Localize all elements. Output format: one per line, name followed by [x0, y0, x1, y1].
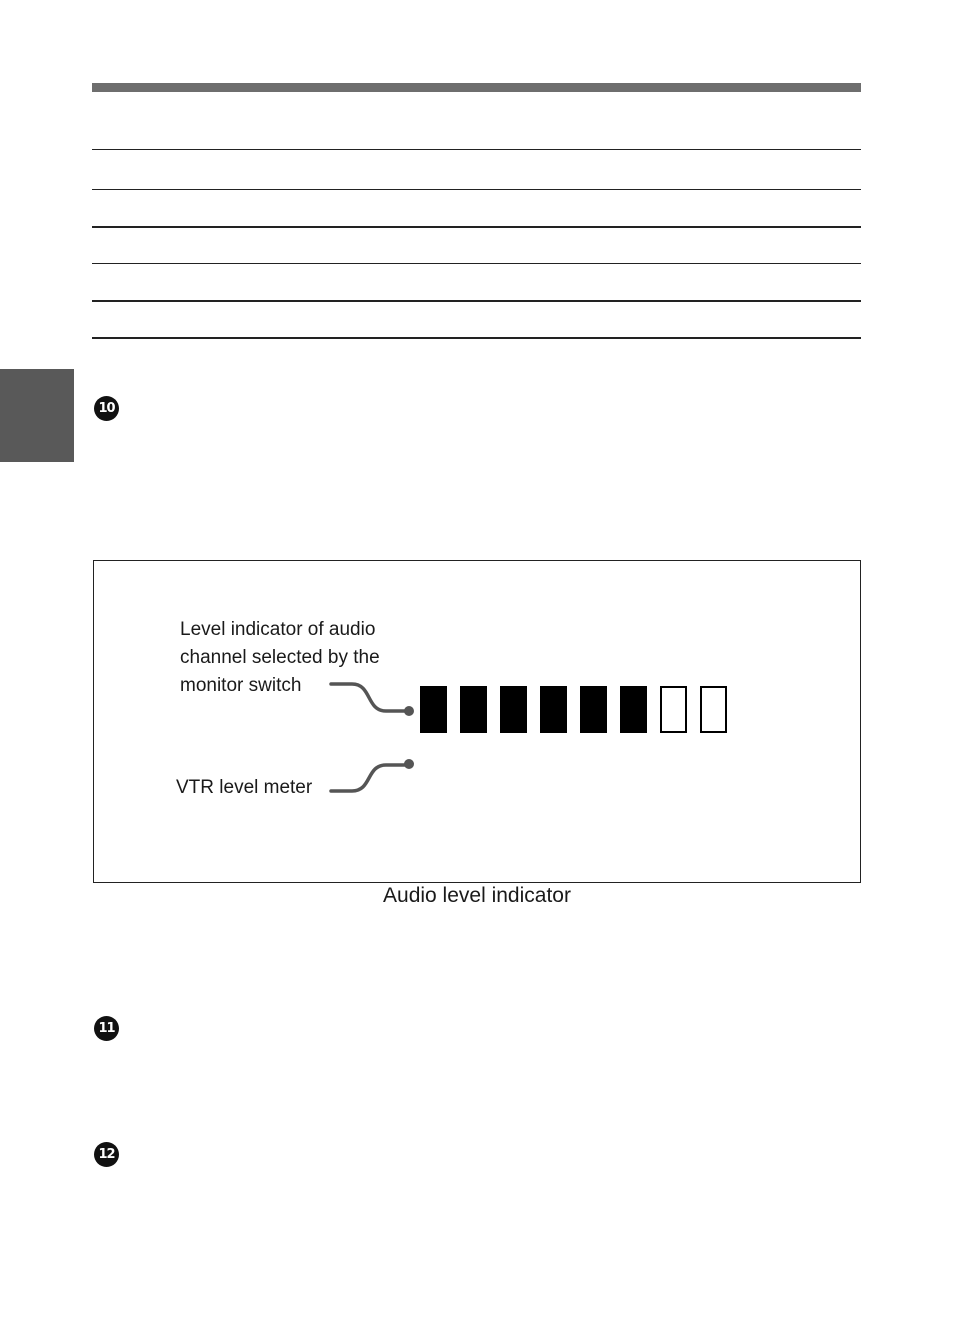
leader-dot: [404, 706, 414, 716]
meter-segment: [700, 686, 727, 733]
meter-segment: [620, 686, 647, 733]
callout-12-badge: 12: [94, 1142, 119, 1167]
level-indicator-label-line: monitor switch: [180, 675, 302, 696]
meter-segment: [500, 686, 527, 733]
vtr-level-meter-label: VTR level meter: [176, 777, 313, 798]
figure-caption: Audio level indicator: [383, 884, 571, 907]
meter-segment: [420, 686, 447, 733]
leader-line-level-indicator: [331, 684, 408, 711]
level-indicator-label-line: Level indicator of audio: [180, 619, 376, 640]
level-indicator-label-line: channel selected by the: [180, 647, 380, 668]
meter-segment: [540, 686, 567, 733]
meter-segment: [580, 686, 607, 733]
leader-dot: [404, 759, 414, 769]
meter-segment: [660, 686, 687, 733]
callout-11-badge: 11: [94, 1016, 119, 1041]
meter-segment: [460, 686, 487, 733]
leader-line-vtr-meter: [331, 765, 408, 791]
callout-10-badge: 10: [94, 396, 119, 421]
